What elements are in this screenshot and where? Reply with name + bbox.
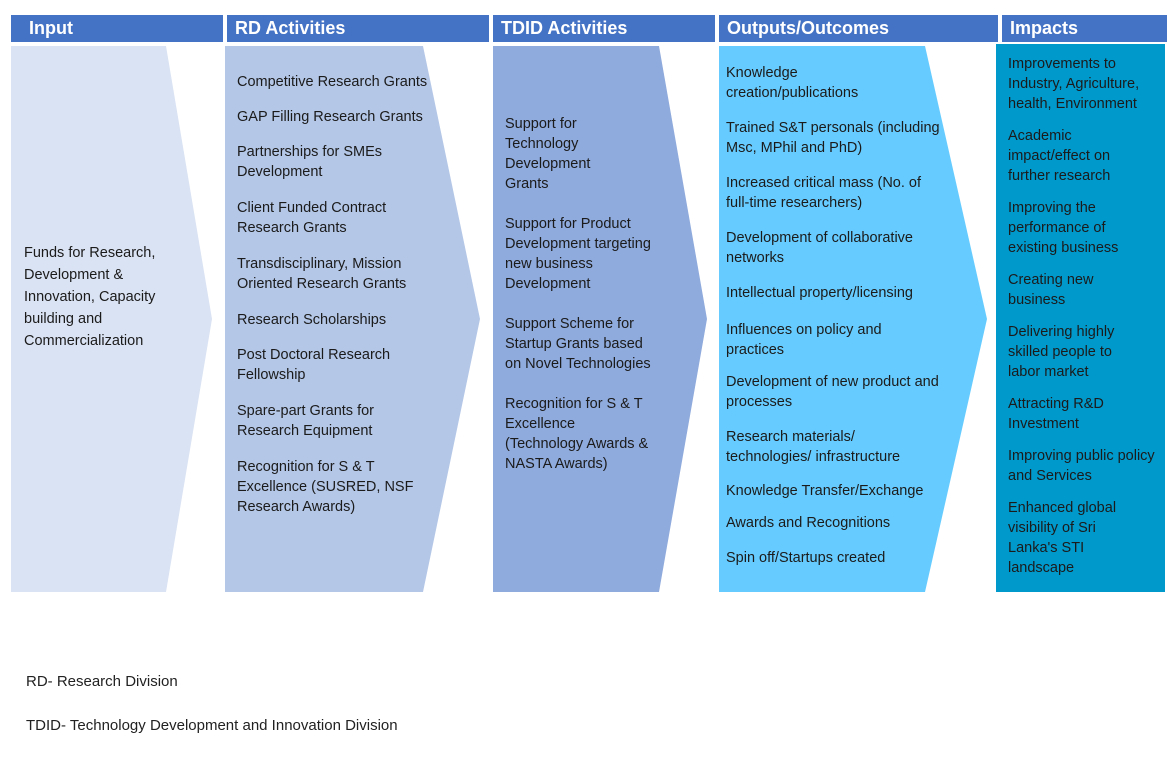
rd-item: GAP Filling Research Grants: [237, 109, 423, 125]
rd-item: Competitive Research Grants: [237, 74, 428, 90]
output-item: Research materials/ technologies/ infrastructure: [726, 429, 901, 465]
rd-item: Partnerships for SMEs Development: [237, 144, 383, 180]
output-item: Awards and Recognitions: [726, 515, 891, 531]
impact-item: Improving public policy and Services: [1008, 448, 1155, 484]
header-impacts: Impacts: [1002, 15, 1167, 42]
impact-item: Creating new business: [1008, 272, 1094, 308]
output-item: Intellectual property/licensing: [726, 285, 913, 301]
rd-item: Transdisciplinary, Mission Oriented Research Grants: [237, 256, 407, 292]
note-tdid: TDID- Technology Development and Innovation Division: [26, 717, 398, 734]
output-item: Development of collaborative networks: [726, 230, 913, 266]
output-item: Knowledge Transfer/Exchange: [726, 483, 924, 499]
header-input: Input: [11, 15, 223, 42]
rd-item: Client Funded Contract Research Grants: [237, 200, 387, 236]
input-item: Funds for Research, Development & Innovation, Capacity building and Commercialization: [24, 245, 156, 349]
output-item: Influences on policy and practices: [726, 322, 882, 358]
impacts-column: [996, 44, 1165, 592]
header-outputs-outcomes: Outputs/Outcomes: [719, 15, 998, 42]
rd-item: Research Scholarships: [237, 312, 387, 328]
tdid-item: Support Scheme for Startup Grants based on Novel Technologies: [505, 316, 651, 372]
impact-item: Improvements to Industry, Agriculture, health, Environment: [1008, 56, 1140, 112]
tdid-activities-items: [505, 114, 670, 474]
input-column: [11, 46, 212, 592]
impact-item: Academic impact/effect on further research: [1008, 128, 1111, 184]
header-rd-activities: RD Activities: [227, 15, 489, 42]
impact-item: Enhanced global visibility of Sri Lanka's STI landscape: [1008, 500, 1117, 576]
tdid-item: Support for Technology Development Grants: [505, 116, 591, 192]
output-item: Trained S&T personals (including Msc, MPhil and PhD): [726, 120, 940, 156]
tdid-item: Recognition for S & T Excellence (Technology Awards & NASTA Awards): [505, 396, 649, 472]
output-item: Knowledge creation/publications: [726, 65, 859, 101]
output-item: Spin off/Startups created: [726, 550, 886, 566]
rd-activities-column: [225, 46, 480, 592]
outputs-outcomes-column: [719, 46, 987, 592]
rd-activities-items: [237, 72, 437, 517]
rd-item: Post Doctoral Research Fellowship: [237, 347, 391, 383]
note-rd: RD- Research Division: [26, 673, 178, 690]
header-tdid-activities: TDID Activities: [493, 15, 715, 42]
impact-item: Attracting R&D Investment: [1008, 396, 1104, 432]
impacts-items: [1008, 54, 1158, 578]
rd-item: Recognition for S & T Excellence (SUSRED, NSF Research Awards): [237, 459, 414, 515]
outputs-outcomes-items: [726, 63, 951, 568]
output-item: Increased critical mass (No. of full-time researchers): [726, 175, 922, 211]
rd-item: Spare-part Grants for Research Equipment: [237, 403, 374, 439]
input-items: [24, 242, 184, 352]
tdid-item: Support for Product Development targeting new business Development: [505, 216, 651, 292]
tdid-activities-column: [493, 46, 707, 592]
impact-item: Delivering highly skilled people to labor market: [1008, 324, 1115, 380]
output-item: Development of new product and processes: [726, 374, 939, 410]
impact-item: Improving the performance of existing business: [1008, 200, 1119, 256]
